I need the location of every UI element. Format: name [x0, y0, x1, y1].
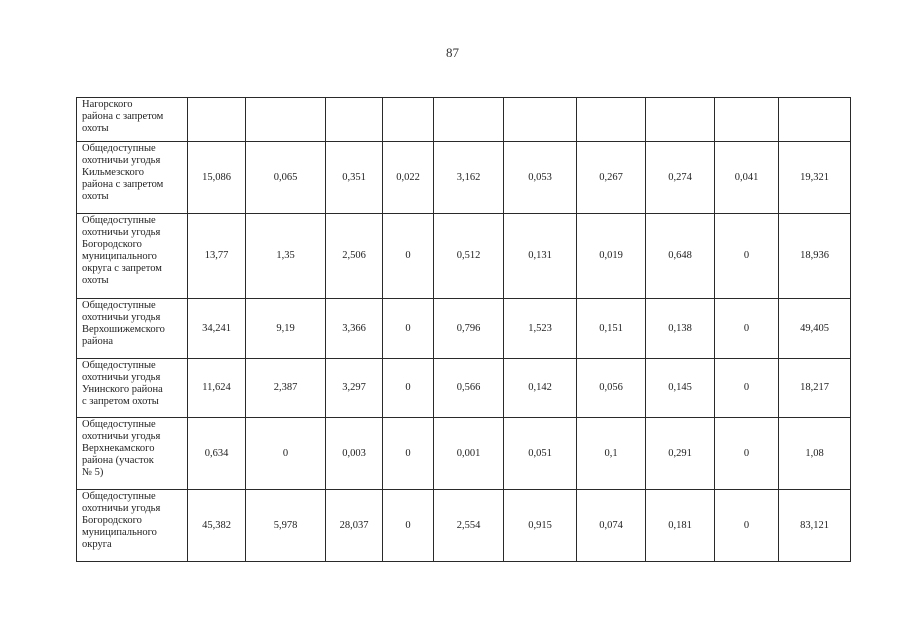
value-cell: 0,1 — [577, 418, 646, 490]
value-cell — [434, 98, 504, 142]
table-row — [77, 142, 851, 214]
value-cell: 0,351 — [326, 142, 383, 214]
region-name-cell: Общедоступные охотничьи угодья Богородского муниципального округа с запретом охоты — [77, 214, 188, 299]
table-row — [77, 418, 851, 490]
table-row — [77, 490, 851, 562]
value-cell — [577, 98, 646, 142]
value-cell: 0 — [715, 490, 779, 562]
table-row — [77, 214, 851, 299]
value-cell: 15,086 — [188, 142, 246, 214]
total-cell: 1,08 — [779, 418, 851, 490]
total-cell: 18,217 — [779, 359, 851, 418]
value-cell: 0 — [383, 418, 434, 490]
table-row — [77, 359, 851, 418]
value-cell: 0 — [383, 214, 434, 299]
value-cell: 0 — [715, 418, 779, 490]
value-cell: 0,142 — [504, 359, 577, 418]
value-cell: 1,523 — [504, 299, 577, 359]
value-cell: 2,506 — [326, 214, 383, 299]
value-cell: 11,624 — [188, 359, 246, 418]
value-cell: 3,366 — [326, 299, 383, 359]
value-cell — [326, 98, 383, 142]
value-cell: 9,19 — [246, 299, 326, 359]
value-cell: 2,387 — [246, 359, 326, 418]
value-cell: 28,037 — [326, 490, 383, 562]
value-cell: 34,241 — [188, 299, 246, 359]
value-cell: 1,35 — [246, 214, 326, 299]
value-cell: 0,291 — [646, 418, 715, 490]
value-cell: 0,274 — [646, 142, 715, 214]
value-cell — [504, 98, 577, 142]
value-cell: 0 — [715, 214, 779, 299]
value-cell: 0 — [383, 359, 434, 418]
table-row — [77, 98, 851, 142]
table-row — [77, 299, 851, 359]
value-cell: 13,77 — [188, 214, 246, 299]
data-table — [76, 97, 851, 562]
value-cell: 0,003 — [326, 418, 383, 490]
value-cell: 0,001 — [434, 418, 504, 490]
value-cell: 0,267 — [577, 142, 646, 214]
region-name-cell: Общедоступные охотничьи угодья Кильмезского района с запретом охоты — [77, 142, 188, 214]
value-cell: 45,382 — [188, 490, 246, 562]
region-name-cell: Общедоступные охотничьи угодья Унинского района с запретом охоты — [77, 359, 188, 418]
value-cell: 0,065 — [246, 142, 326, 214]
value-cell: 0,056 — [577, 359, 646, 418]
value-cell: 0 — [383, 490, 434, 562]
value-cell: 0,053 — [504, 142, 577, 214]
value-cell: 0,145 — [646, 359, 715, 418]
value-cell — [383, 98, 434, 142]
total-cell: 18,936 — [779, 214, 851, 299]
value-cell: 0,566 — [434, 359, 504, 418]
total-cell: 49,405 — [779, 299, 851, 359]
value-cell: 0 — [246, 418, 326, 490]
value-cell: 0,648 — [646, 214, 715, 299]
value-cell: 0,181 — [646, 490, 715, 562]
total-cell: 83,121 — [779, 490, 851, 562]
region-name-cell: Общедоступные охотничьи угодья Богородского муниципального округа — [77, 490, 188, 562]
value-cell: 0,041 — [715, 142, 779, 214]
value-cell: 0,151 — [577, 299, 646, 359]
value-cell: 0,138 — [646, 299, 715, 359]
value-cell: 0,074 — [577, 490, 646, 562]
value-cell: 0,022 — [383, 142, 434, 214]
region-name-cell: Общедоступные охотничьи угодья Верхошижемского района — [77, 299, 188, 359]
value-cell: 0 — [383, 299, 434, 359]
value-cell: 0,512 — [434, 214, 504, 299]
total-cell — [779, 98, 851, 142]
value-cell: 0,051 — [504, 418, 577, 490]
value-cell: 0,131 — [504, 214, 577, 299]
page-number: 87 — [446, 45, 459, 60]
value-cell: 0,796 — [434, 299, 504, 359]
value-cell — [246, 98, 326, 142]
value-cell: 3,297 — [326, 359, 383, 418]
region-name-cell: Общедоступные охотничьи угодья Верхнекамского района (участок № 5) — [77, 418, 188, 490]
value-cell: 5,978 — [246, 490, 326, 562]
value-cell: 0,634 — [188, 418, 246, 490]
value-cell: 0 — [715, 299, 779, 359]
value-cell — [188, 98, 246, 142]
value-cell: 2,554 — [434, 490, 504, 562]
total-cell: 19,321 — [779, 142, 851, 214]
value-cell: 0,915 — [504, 490, 577, 562]
region-name-cell: Нагорского района с запретом охоты — [77, 98, 188, 142]
value-cell: 0,019 — [577, 214, 646, 299]
value-cell — [715, 98, 779, 142]
value-cell: 3,162 — [434, 142, 504, 214]
value-cell — [646, 98, 715, 142]
value-cell: 0 — [715, 359, 779, 418]
